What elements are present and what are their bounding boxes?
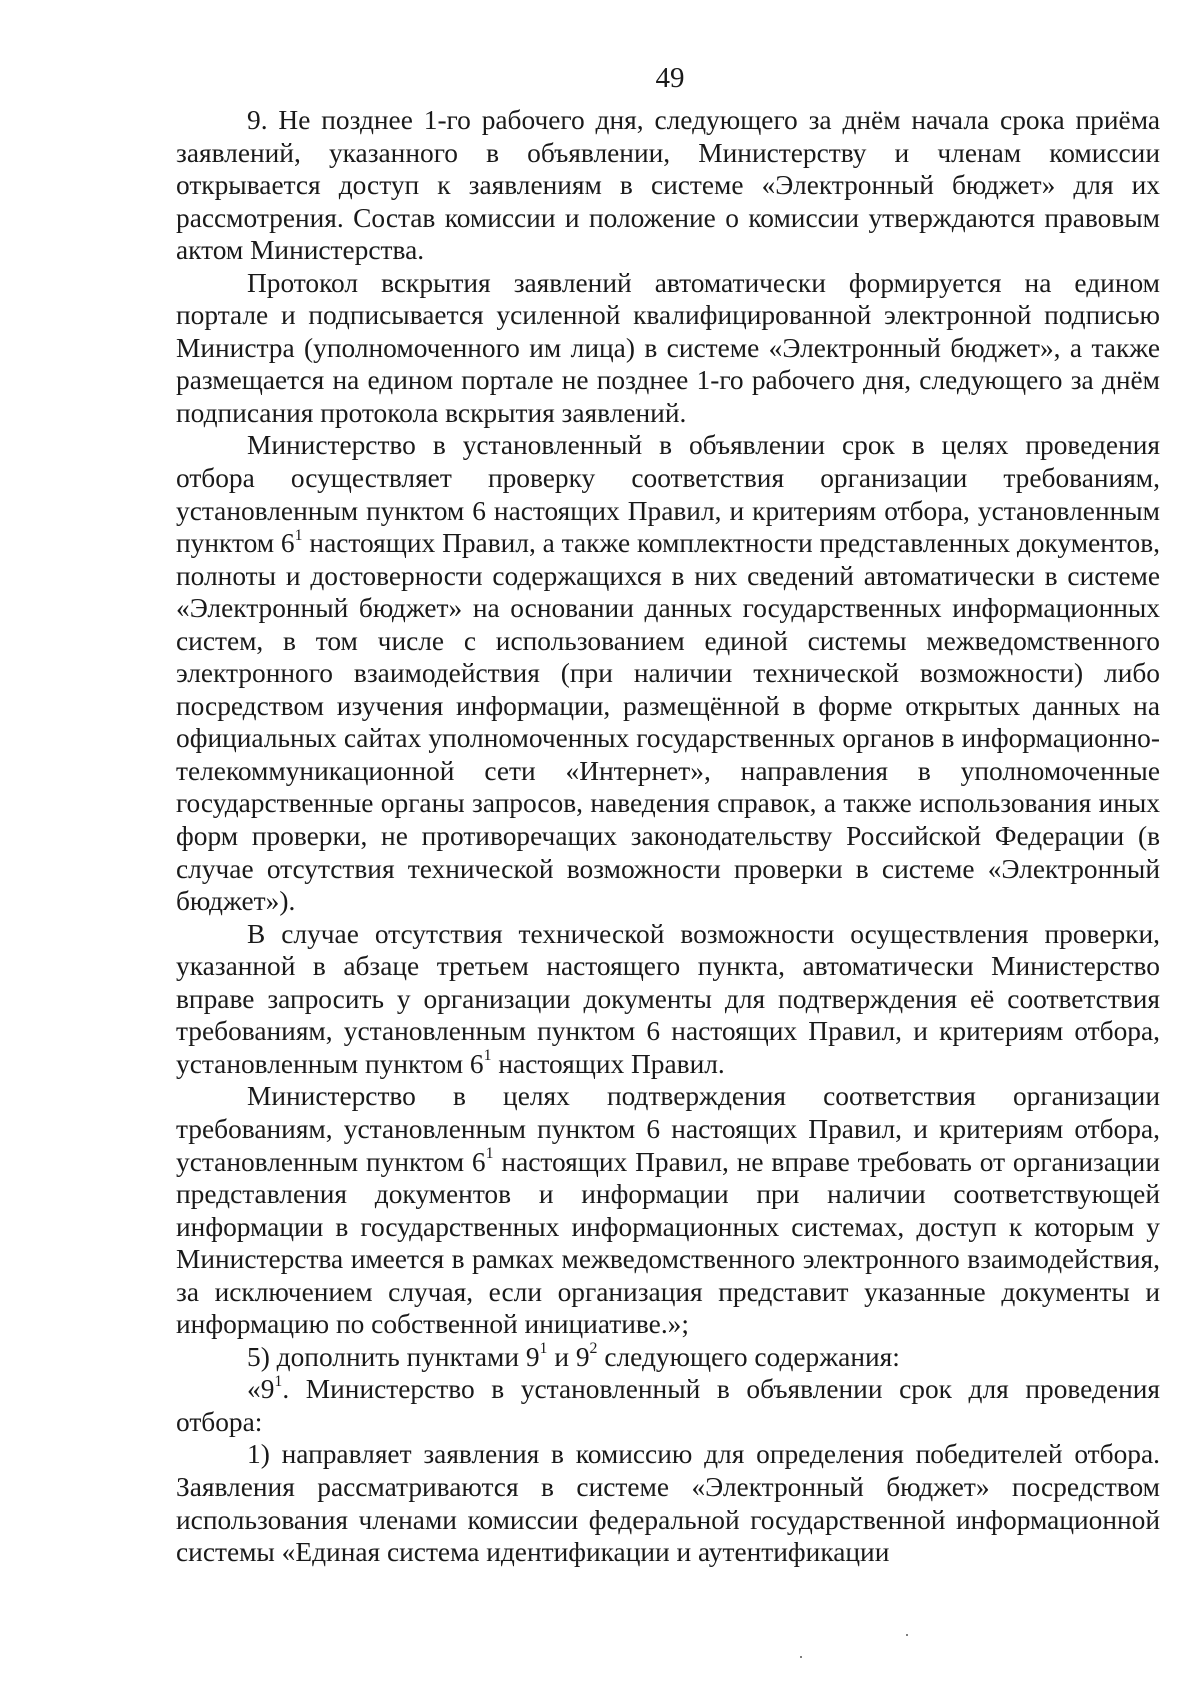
superscript: 1 (294, 526, 303, 544)
paragraph-text: В случае отсутствия технической возможности осуществления проверки, указанной в абзаце третьем настоящего пункта, автоматически Министерство вправе запросить у организации документы для подтверждения её соответствия требованиям, установленным пунктом 6 настоящих Правил, и критериям отбора, установленным пунктом 6 (176, 918, 1160, 1079)
superscript: 1 (539, 1340, 548, 1358)
paragraph-text: . Министерство в установленный в объявлении срок для проведения отбора: (176, 1374, 1160, 1437)
paragraph (176, 1080, 1160, 1340)
superscript: 1 (483, 1047, 492, 1065)
superscript: 1 (274, 1372, 283, 1390)
page-number: 49 (655, 62, 685, 94)
paragraph-text: 1) направляет заявления в комиссию для определения победителей отбора. Заявления рассматриваются в системе «Электронный бюджет» посредством использования членами комиссии федеральной государственной информационной системы «Единая система идентификации и аутентификации (176, 1439, 1160, 1568)
paragraph-text: 9. Не позднее 1-го рабочего дня, следующего за днём начала срока приёма заявлений, указанного в объявлении, Министерству и членам комиссии открывается доступ к заявлениям в системе «Электронный бюджет» для их рассмотрения. Состав комиссии и положение о комиссии утверждаются правовым актом Министерства. (176, 105, 1160, 266)
superscript: 2 (589, 1340, 598, 1358)
paragraph-text: «9 (247, 1374, 275, 1405)
paragraph (176, 1341, 1160, 1374)
paragraph-text: настоящих Правил, не вправе требовать от организации представления документов и информации при наличии соответствующей информации в государственных информационных системах, доступ к которым у Министерства имеется в рамках межведомственного электронного взаимодействия, за исключением случая, если организация представит указанные документы и информацию по собственной инициативе.»; (176, 1146, 1160, 1340)
paragraph-text: следующего содержания: (597, 1341, 900, 1372)
paragraph (176, 1438, 1160, 1568)
paragraph (176, 1373, 1160, 1438)
scan-speck (906, 1634, 908, 1636)
paragraph (176, 267, 1160, 430)
paragraph-text: и 9 (547, 1341, 590, 1372)
paragraph-text: 5) дополнить пунктами 9 (247, 1341, 540, 1372)
paragraph (176, 429, 1160, 917)
paragraph (176, 918, 1160, 1081)
scan-speck (800, 1656, 802, 1658)
paragraph-text: Министерство в установленный в объявлении срок в целях проведения отбора осуществляет проверку соответствия организации требованиям, установленным пунктом 6 настоящих Правил, и критериям отбора, установленным пунктом 6 (176, 430, 1160, 559)
paragraph-text: Министерство в целях подтверждения соответствия организации требованиям, установленным пунктом 6 настоящих Правил, и критериям отбора, установленным пунктом 6 (176, 1081, 1160, 1177)
paragraph (176, 104, 1160, 267)
paragraph-text: настоящих Правил. (491, 1048, 725, 1079)
paragraph-text: Протокол вскрытия заявлений автоматически формируется на едином портале и подписывается усиленной квалифицированной электронной подписью Министра (уполномоченного им лица) в системе «Электронный бюджет», а также размещается на едином портале не позднее 1-го рабочего дня, следующего за днём подписания протокола вскрытия заявлений. (176, 267, 1160, 428)
document-body (176, 104, 1160, 1569)
superscript: 1 (485, 1145, 494, 1162)
paragraph-text: настоящих Правил, а также комплектности представленных документов, полноты и достоверности содержащихся в них сведений автоматически в системе «Электронный бюджет» на основании данных государственных информационных систем, в том числе с использованием единой системы межведомственного электронного взаимодействия (при наличии технической возможности) либо посредством изучения информации, размещённой в форме открытых данных на официальных сайтах уполномоченных государственных органов в информационно-телекоммуникационной сети «Интернет», направления в уполномоченные государственные органы запросов, наведения справок, а также использования иных форм проверки, не противоречащих законодательству Российской Федерации (в случае отсутствия технической возможности проверки в системе «Электронный бюджет»). (176, 528, 1160, 917)
